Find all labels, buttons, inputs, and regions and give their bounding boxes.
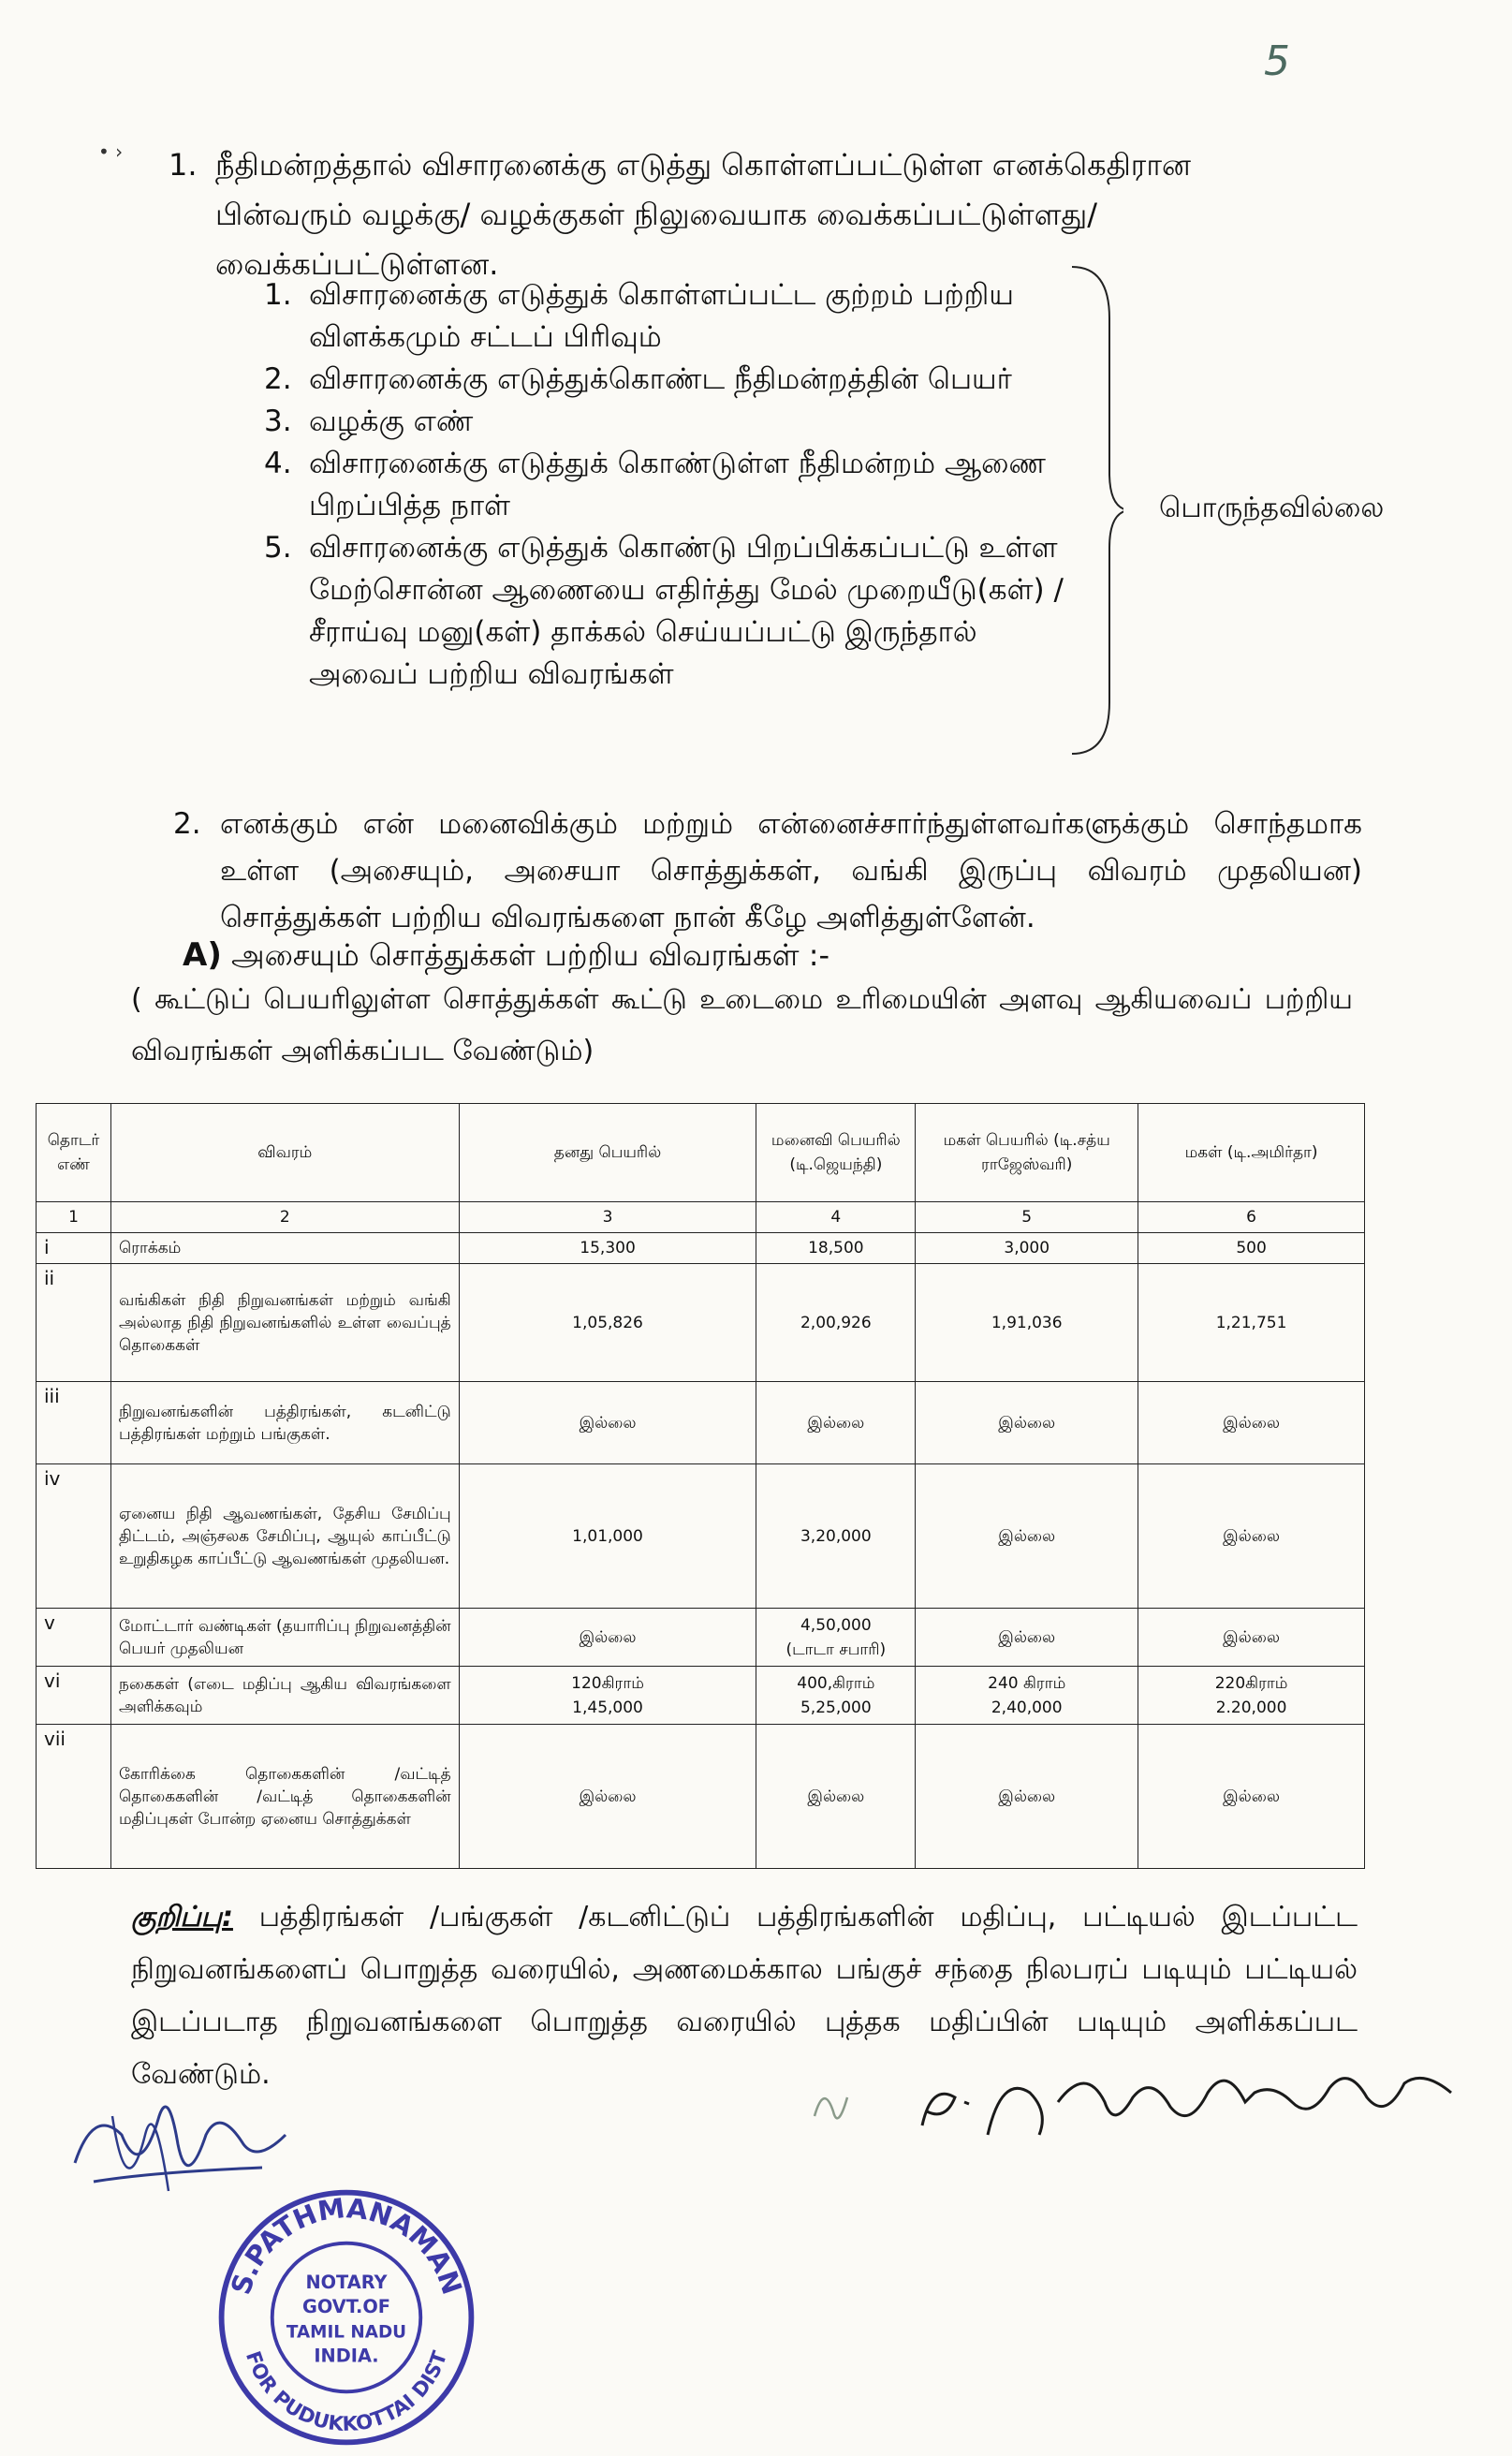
column-number-row — [37, 1202, 1365, 1233]
list-item-number: 3. — [264, 404, 292, 438]
value-self: 1,01,000 — [459, 1464, 756, 1609]
value-daughter-2: இல்லை — [1138, 1609, 1365, 1667]
paragraph-1-number: 1. — [169, 147, 198, 183]
value-wife: 2,00,926 — [756, 1264, 916, 1382]
value-self: இல்லை — [459, 1725, 756, 1869]
row-serial: i — [37, 1233, 111, 1264]
row-serial: ii — [37, 1264, 111, 1382]
seal-line: TAMIL NADU — [286, 2322, 407, 2343]
signature-icon — [805, 2046, 1479, 2158]
value-wife-amount: 4,50,000 — [800, 1615, 872, 1635]
value-daughter-2: இல்லை — [1138, 1382, 1365, 1464]
movable-assets-table — [36, 1103, 1365, 1869]
column-header: விவரம் — [110, 1104, 459, 1202]
column-header: தனது பெயரில் — [459, 1104, 756, 1202]
value-daughter-2: 1,21,751 — [1138, 1264, 1365, 1382]
row-description: நிறுவனங்களின் பத்திரங்கள், கடனிட்டு பத்திரங்கள் மற்றும் பங்குகள். — [110, 1382, 459, 1464]
value-daughter-2 — [1138, 1667, 1365, 1725]
value-daughter-1: 1,91,036 — [916, 1264, 1138, 1382]
value-daughter-1: இல்லை — [916, 1609, 1138, 1667]
paragraph-2-number: 2. — [173, 807, 201, 841]
value-wife — [756, 1609, 916, 1667]
table-row — [37, 1667, 1365, 1725]
column-number: 3 — [459, 1202, 756, 1233]
column-number: 1 — [37, 1202, 111, 1233]
paragraph-1-text: நீதிமன்றத்தால் விசாரனைக்கு எடுத்து கொள்ளப்பட்டுள்ள எனக்கெதிரான பின்வரும் வழக்கு/ வழக்குகள் நிலுவையாக வைக்கப்பட்டுள்ளது/ வைக்கப்பட்டுள்ளன. — [215, 147, 1192, 282]
value-wife: 18,500 — [756, 1233, 916, 1264]
table-row — [37, 1233, 1365, 1264]
row-description: வங்கிகள் நிதி நிறுவனங்கள் மற்றும் வங்கி அல்லாத நிதி நிறுவனங்களில் உள்ள வைப்புத் தொகைகள் — [110, 1264, 459, 1382]
value-wife: 3,20,000 — [756, 1464, 916, 1609]
case-details-list — [264, 274, 1088, 696]
list-item-text: விசாரனைக்கு எடுத்துக் கொண்டுள்ள நீதிமன்றம் ஆணை பிறப்பித்த நாள் — [309, 447, 1046, 522]
value-wife-weight: 400,கிராம் — [797, 1673, 875, 1693]
table-row — [37, 1382, 1365, 1464]
value-d1-weight: 240 கிராம் — [988, 1673, 1066, 1693]
value-d2-weight: 220கிராம் — [1214, 1673, 1288, 1693]
list-item-number: 2. — [264, 362, 292, 396]
value-daughter-1: இல்லை — [916, 1464, 1138, 1609]
column-header: மனைவி பெயரில் (டி.ஜெயந்தி) — [756, 1104, 916, 1202]
column-number: 5 — [916, 1202, 1138, 1233]
row-description: ஏனைய நிதி ஆவணங்கள், தேசிய சேமிப்பு திட்டம், அஞ்சலக சேமிப்பு, ஆயுல் காப்பீட்டு உறுதிகழக காப்பீட்டு ஆவணங்கள் முதலியன. — [110, 1464, 459, 1609]
value-wife-amount: 5,25,000 — [800, 1698, 872, 1717]
table-row — [37, 1725, 1365, 1869]
row-serial: v — [37, 1609, 111, 1667]
column-number: 6 — [1138, 1202, 1365, 1233]
value-daughter-2: இல்லை — [1138, 1464, 1365, 1609]
status-not-applicable: பொருந்தவில்லை — [1159, 492, 1385, 524]
row-description: ரொக்கம் — [110, 1233, 459, 1264]
row-serial: iii — [37, 1382, 111, 1464]
value-self: இல்லை — [459, 1382, 756, 1464]
row-serial: vi — [37, 1667, 111, 1725]
seal-line: GOVT.OF — [302, 2296, 390, 2318]
list-item — [264, 401, 1088, 443]
section-a-label: A) — [183, 936, 222, 974]
list-item-number: 1. — [264, 278, 292, 312]
seal-name: S.PATHMANAMAN — [224, 2191, 469, 2299]
table-row — [37, 1609, 1365, 1667]
list-item-text: விசாரனைக்கு எடுத்துக்கொண்ட நீதிமன்றத்தின் பெயர் — [309, 362, 1012, 396]
row-description: நகைகள் (எடை மதிப்பு ஆகிய விவரங்களை அளிக்கவும் — [110, 1667, 459, 1725]
seal-line: INDIA. — [314, 2345, 379, 2367]
column-header: மகள் (டி.அமிர்தா) — [1138, 1104, 1365, 1202]
value-daughter-2: இல்லை — [1138, 1725, 1365, 1869]
list-item-text: விசாரனைக்கு எடுத்துக் கொண்டு பிறப்பிக்கப்பட்டு உள்ள மேற்சொன்ன ஆணையை எதிர்த்து மேல் முறையீடு(கள்) /சீராய்வு மனு(கள்) தாக்கல் செய்யப்பட்டு இருந்தால் அவைப் பற்றிய விவரங்கள் — [309, 531, 1064, 691]
list-item — [264, 359, 1088, 401]
value-d1-amount: 2,40,000 — [991, 1698, 1063, 1717]
paragraph-2-text: எனக்கும் என் மனைவிக்கும் மற்றும் என்னைச்சார்ந்துள்ளவர்களுக்கும் சொந்தமாக உள்ள (அசையும், அசையா சொத்துக்கள், வங்கி இருப்பு விவரம் முதலியன) சொத்துக்கள் பற்றிய விவரங்களை நான் கீழே அளித்துள்ளேன். — [220, 807, 1362, 934]
value-self: இல்லை — [459, 1609, 756, 1667]
column-number: 4 — [756, 1202, 916, 1233]
value-daughter-1: இல்லை — [916, 1382, 1138, 1464]
value-wife: இல்லை — [756, 1725, 916, 1869]
row-serial: vii — [37, 1725, 111, 1869]
margin-mark: • › — [98, 140, 124, 163]
value-wife-detail: (டாடா சபாரி) — [785, 1640, 887, 1659]
list-item-number: 5. — [264, 531, 292, 565]
seal-district: FOR PUDUKKOTTAI DIST — [240, 2348, 453, 2437]
list-item-text: வழக்கு எண் — [309, 404, 474, 438]
row-description: மோட்டார் வண்டிகள் (தயாரிப்பு நிறுவனத்தின் பெயர் முதலியன — [110, 1609, 459, 1667]
notary-seal-icon — [211, 2182, 482, 2453]
value-daughter-1: இல்லை — [916, 1725, 1138, 1869]
value-daughter-1: 3,000 — [916, 1233, 1138, 1264]
page-number: 5 — [1264, 37, 1290, 85]
section-a-heading — [183, 936, 829, 977]
curly-brace-icon — [1067, 262, 1123, 758]
list-item — [264, 527, 1088, 696]
value-self: 15,300 — [459, 1233, 756, 1264]
table-row — [37, 1464, 1365, 1609]
table-row — [37, 1264, 1365, 1382]
seal-line: NOTARY — [305, 2272, 388, 2294]
list-item — [264, 274, 1088, 359]
value-daughter-1 — [916, 1667, 1138, 1725]
table-header-row — [37, 1104, 1365, 1202]
row-description: கோரிக்கை தொகைகளின் /வட்டித் தொகைகளின் /வட்டித் தொகைகளின் மதிப்புகள் போன்ற ஏனைய சொத்துக்கள் — [110, 1725, 459, 1869]
footnote-text: பத்திரங்கள் /பங்குகள் /கடனிட்டுப் பத்திரங்களின் மதிப்பு, பட்டியல் இடப்பட்ட நிறுவனங்களைப் பொறுத்த வரையில், அணமைக்கால பங்குச் சந்தை நிலபரப் படியும் பட்டியல் இடப்படாத நிறுவனங்களை பொறுத்த வரையில் புத்தக மதிப்பின் படியும் அளிக்கப்பட வேண்டும். — [131, 1901, 1358, 2091]
column-header: தொடர் எண் — [37, 1104, 111, 1202]
footnote-label: குறிப்பு: — [131, 1901, 233, 1934]
value-wife: இல்லை — [756, 1382, 916, 1464]
value-wife — [756, 1667, 916, 1725]
value-self-weight: 120கிராம் — [571, 1673, 644, 1693]
value-self — [459, 1667, 756, 1725]
column-number: 2 — [110, 1202, 459, 1233]
section-a-title: அசையும் சொத்துக்கள் பற்றிய விவரங்கள் :- — [231, 937, 830, 973]
value-d2-amount: 2.20,000 — [1215, 1698, 1287, 1717]
section-a-note: ( கூட்டுப் பெயரிலுள்ள சொத்துக்கள் கூட்டு உடைமை உரிமையின் அளவு ஆகியவைப் பற்றிய விவரங்கள் அளிக்கப்பட வேண்டும்) — [131, 983, 1353, 1067]
column-header: மகள் பெயரில் (டி.சத்ய ராஜேஸ்வரி) — [916, 1104, 1138, 1202]
value-self: 1,05,826 — [459, 1264, 756, 1382]
value-self-amount: 1,45,000 — [572, 1698, 643, 1717]
list-item-text: விசாரனைக்கு எடுத்துக் கொள்ளப்பட்ட குற்றம் பற்றிய விளக்கமும் சட்டப் பிரிவும் — [309, 278, 1014, 354]
value-daughter-2: 500 — [1138, 1233, 1365, 1264]
paragraph-1 — [169, 140, 1292, 289]
paragraph-2 — [173, 801, 1362, 941]
list-item — [264, 443, 1088, 527]
row-serial: iv — [37, 1464, 111, 1609]
list-item-number: 4. — [264, 447, 292, 480]
